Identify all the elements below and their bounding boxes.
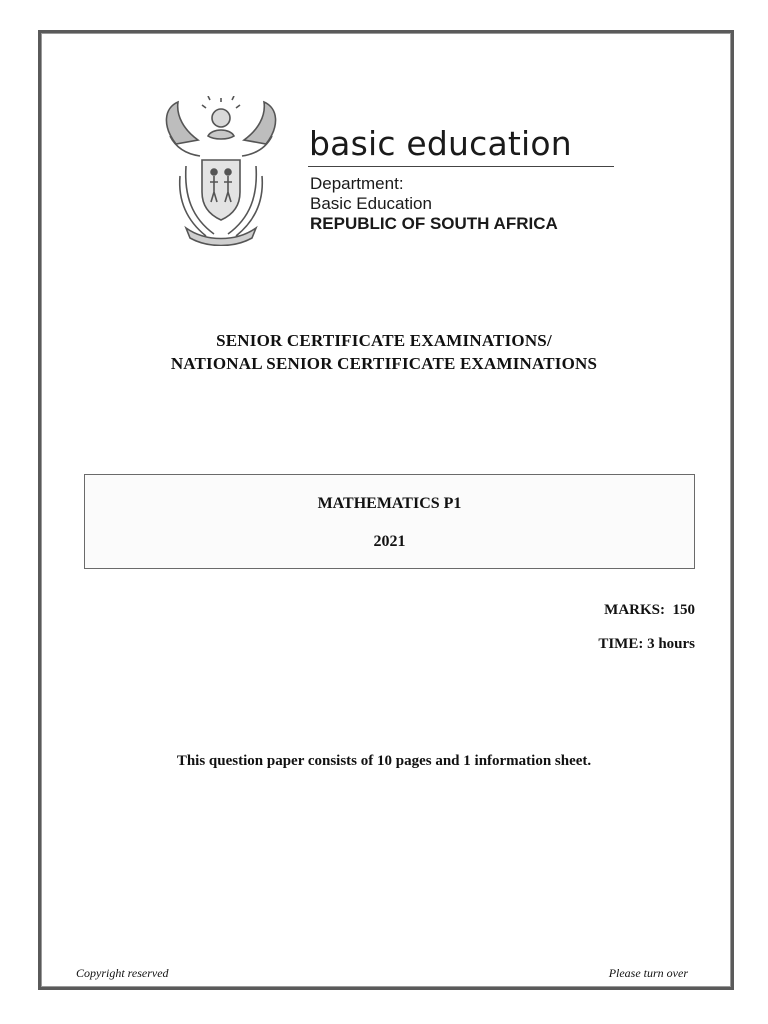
copyright-notice: Copyright reserved xyxy=(76,966,169,980)
exam-title-line-1: SENIOR CERTIFICATE EXAMINATIONS/ xyxy=(216,331,552,350)
subject-box xyxy=(84,474,695,569)
brand-divider xyxy=(308,166,614,167)
subject-name: MATHEMATICS P1 xyxy=(317,495,462,512)
pages-note: This question paper consists of 10 pages and 1 information sheet. xyxy=(176,753,592,769)
exam-title-line-2: NATIONAL SENIOR CERTIFICATE EXAMINATIONS xyxy=(170,354,598,373)
country-name: REPUBLIC OF SOUTH AFRICA xyxy=(310,214,558,233)
time-label: TIME: 3 hours xyxy=(598,636,695,652)
subject-year: 2021 xyxy=(373,533,406,550)
department-name: Basic Education xyxy=(310,194,432,213)
turn-over-notice: Please turn over xyxy=(608,966,688,980)
department-label: Department: xyxy=(310,174,404,193)
south-africa-coat-of-arms-icon xyxy=(156,96,286,246)
brand-name: basic education xyxy=(309,124,572,163)
marks-label: MARKS: 150 xyxy=(604,602,695,618)
